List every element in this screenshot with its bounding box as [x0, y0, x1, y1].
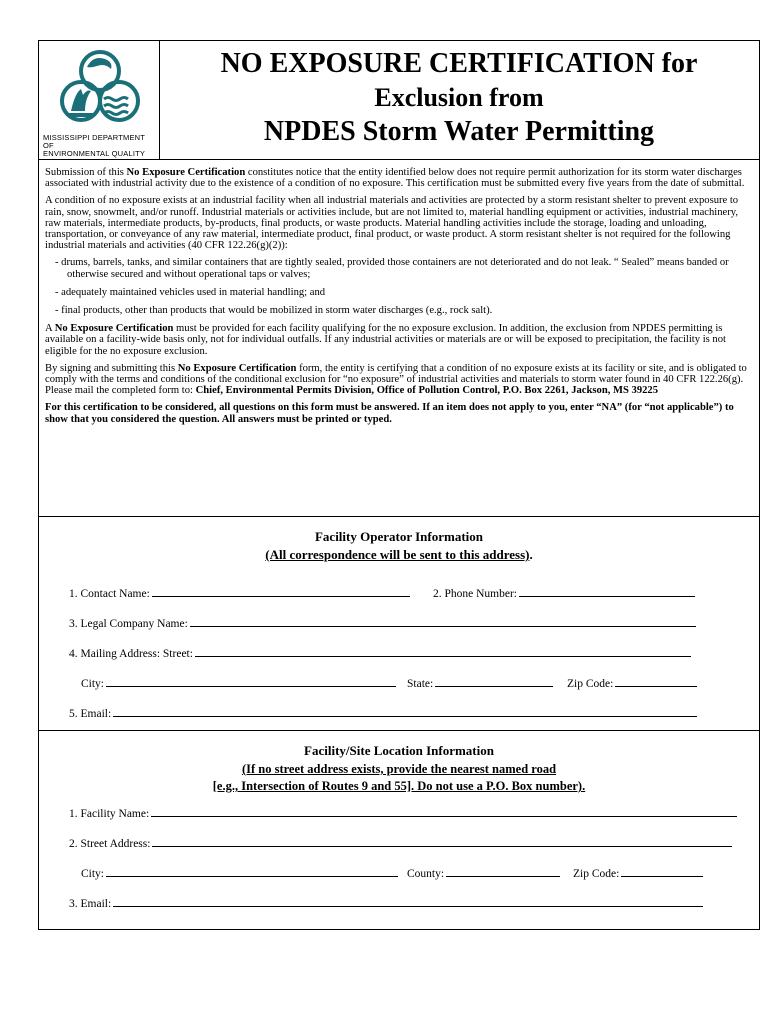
field-label: Zip Code:	[567, 678, 614, 690]
subtitle-period: .	[529, 547, 533, 562]
contact-name-field[interactable]	[69, 585, 410, 601]
field-label: 1. Facility Name:	[69, 808, 150, 820]
city-field[interactable]	[81, 675, 396, 691]
phone-field[interactable]	[433, 585, 695, 601]
email-input[interactable]	[113, 705, 697, 717]
state-input[interactable]	[435, 675, 553, 687]
instructions-body	[45, 167, 755, 431]
intro-paragraph	[45, 167, 755, 189]
facility-wide-paragraph	[45, 323, 755, 357]
contact-name-input[interactable]	[152, 585, 410, 597]
site-city-input[interactable]	[106, 865, 398, 877]
county-input[interactable]	[446, 865, 560, 877]
field-label: 5. Email:	[69, 708, 112, 720]
no-exposure-definition: A condition of no exposure exists at an industrial facility when all industrial materials and activities are protected by a storm resistant shelter to prevent exposure to rain, snow, snowmelt, and/or runoff. Industrial materials or activities include, but are not limited to, material handling equipment or activities, industrial machinery, raw materials, intermediate products, by-products, final products, or waste products. Material handling activities include the storage, loading and unloading, transportation, or conveyance of any raw material, intermediate product, final product, or waste product. A storm resistant shelter is not required for the following industrial materials and activities (40 CFR 122.26(g)(2)):	[45, 195, 739, 252]
field-label: 2. Street Address:	[69, 838, 151, 850]
exemption-list	[45, 257, 755, 316]
text-bold: No Exposure Certification	[177, 362, 297, 374]
site-zip-input[interactable]	[621, 865, 703, 877]
text: By signing and submitting this	[45, 362, 178, 374]
field-label: 3. Email:	[69, 898, 112, 910]
mdeq-logo	[39, 41, 160, 159]
text: form, the entity is certifying that a condition of no exposure exists at its facility or site, and is obligated to comply with the terms and conditions of the conditional exclusion for “no exposure” of industrial activities and materials to storm water found in 40 CFR 122.26(g). Please mail the completed form to:	[45, 362, 747, 397]
facility-name-input[interactable]	[151, 805, 737, 817]
mdeq-logo-icon	[57, 47, 143, 133]
facility-operator-section	[39, 516, 759, 731]
legal-company-field[interactable]	[69, 615, 696, 631]
agency-line-2: ENVIRONMENTAL QUALITY	[43, 149, 146, 158]
field-label: Zip Code:	[573, 868, 620, 880]
title-line-2: Exclusion from	[374, 83, 544, 112]
site-email-field[interactable]	[69, 895, 703, 911]
form-frame	[38, 40, 760, 930]
certifying-paragraph	[45, 363, 755, 397]
county-field[interactable]	[407, 865, 560, 881]
facility-name-field[interactable]	[69, 805, 737, 821]
title-line-3: NPDES Storm Water Permitting	[263, 116, 655, 147]
street-address-input[interactable]	[152, 835, 732, 847]
field-label: City:	[81, 678, 105, 690]
field-label: County:	[407, 868, 445, 880]
text: constitutes notice that the entity identified below does not require permit authorization for its storm water discharges associated with industrial activity due to the existence of a condition of no exposure. This certification must be submitted every five years from the date of submittal.	[45, 167, 745, 190]
agency-name	[43, 134, 157, 158]
site-city-field[interactable]	[81, 865, 398, 881]
text-bold: No Exposure Certification	[54, 323, 174, 335]
email-field[interactable]	[69, 705, 697, 721]
list-item: - drums, barrels, tanks, and similar containers that are tightly sealed, provided those containers are not deteriorated and do not leak. “ Sealed” means banded or otherwise secured and without operational taps or valves;	[55, 257, 729, 280]
completion-instructions: For this certification to be considered, all questions on this form must be answered. If an item does not apply to you, enter “NA” (for “not applicable”) to show that you considered the question. All answers must be printed or typed.	[45, 402, 734, 425]
street-input[interactable]	[195, 645, 691, 657]
zip-input[interactable]	[615, 675, 697, 687]
section-subtitle	[39, 547, 759, 563]
field-label: City:	[81, 868, 105, 880]
subtitle-text: (All correspondence will be sent to this address)	[265, 547, 530, 562]
field-label: 3. Legal Company Name:	[69, 618, 188, 630]
zip-field[interactable]	[567, 675, 697, 691]
section-subtitle-2: [e.g., Intersection of Routes 9 and 55]. Do not use a P.O. Box number).	[212, 779, 586, 793]
list-item: - final products, other than products that would be mobilized in storm water discharges (e.g., rock salt).	[55, 305, 493, 317]
state-field[interactable]	[407, 675, 553, 691]
section-subtitle-1: (If no street address exists, provide the nearest named road	[241, 762, 557, 776]
text-bold: No Exposure Certification	[126, 167, 246, 178]
field-label: 1. Contact Name:	[69, 588, 150, 600]
mailing-street-field[interactable]	[69, 645, 691, 661]
form-header	[39, 41, 759, 160]
text: Submission of this	[45, 167, 127, 178]
section-title: Facility/Site Location Information	[304, 743, 494, 758]
list-item: - adequately maintained vehicles used in material handling; and	[55, 286, 326, 298]
section-title: Facility Operator Information	[314, 529, 483, 544]
street-address-field[interactable]	[69, 835, 732, 851]
title-line-1: NO EXPOSURE CERTIFICATION for	[220, 48, 698, 79]
field-label: State:	[407, 678, 434, 690]
city-input[interactable]	[106, 675, 396, 687]
form-title	[159, 47, 759, 149]
phone-input[interactable]	[519, 585, 695, 597]
agency-line-1: MISSISSIPPI DEPARTMENT OF	[43, 133, 145, 150]
site-email-input[interactable]	[113, 895, 703, 907]
mailing-address: Chief, Environmental Permits Division, Office of Pollution Control, P.O. Box 2261, Jackson, MS 39225	[195, 385, 659, 397]
text: A	[45, 323, 55, 335]
field-label: 4. Mailing Address: Street:	[69, 648, 193, 660]
facility-site-section	[39, 730, 759, 931]
legal-company-input[interactable]	[190, 615, 696, 627]
text: must be provided for each facility qualifying for the no exposure exclusion. In addition, the exclusion from NPDES permitting is available on a facility-wide basis only, not for individual outfalls. If any industrial activities or materials are or will be exposed to precipitation, the facility is not eligible for the no exposure exclusion.	[45, 323, 726, 357]
site-zip-field[interactable]	[573, 865, 703, 881]
field-label: 2. Phone Number:	[433, 588, 518, 600]
